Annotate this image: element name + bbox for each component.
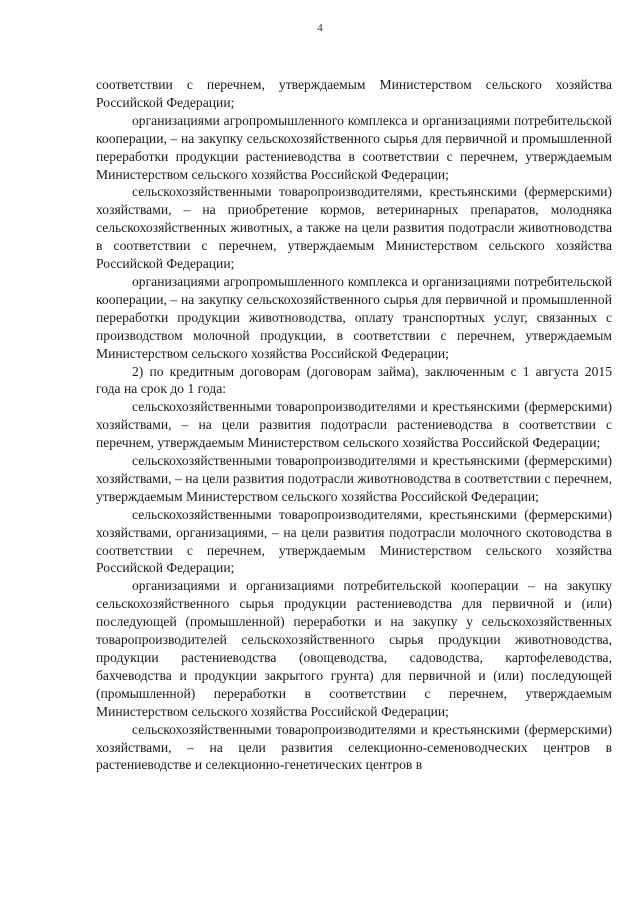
document-body [96,76,612,774]
paragraph: сельскохозяйственными товаропроизводителями, крестьянскими (фермерскими) хозяйствами, – на приобретение кормов, ветеринарных препаратов, молодняка сельскохозяйственных животных, а также на цели развития подотрасли животноводства в соответствии с перечнем, утверждаемым Министерством сельского хозяйства Российской Федерации; [96,184,612,272]
paragraph: сельскохозяйственными товаропроизводителями и крестьянскими (фермерскими) хозяйствами, – на цели развития подотрасли животноводства в соответствии с перечнем, утверждаемым Министерством сельского хозяйства Российской Федерации; [96,453,612,504]
paragraph: соответствии с перечнем, утверждаемым Министерством сельского хозяйства Российской Федерации; [96,77,612,110]
paragraph: сельскохозяйственными товаропроизводителями и крестьянскими (фермерскими) хозяйствами, – на цели развития подотрасли растениеводства в соответствии с перечнем, утверждаемым Министерством сельского хозяйства Российской Федерации; [96,399,612,451]
paragraph: 2) по кредитным договорам (договорам займа), заключенным с 1 августа 2015 года на срок до 1 года: [96,363,612,397]
paragraph: организациями агропромышленного комплекса и организациями потребительской кооперации, – на закупку сельскохозяйственного сырья для первичной и промышленной переработки продукции растениеводства в соответствии с перечнем, утверждаемым Министерством сельского хозяйства Российской Федерации; [96,112,612,182]
page-number: 4 [317,22,323,34]
paragraph: сельскохозяйственными товаропроизводителями, крестьянскими (фермерскими) хозяйствами, организациями, – на цели развития подотрасли молочного скотоводства в соответствии с перечнем, утверждаемым Министерством сельского хозяйства Российской Федерации; [96,506,612,576]
paragraph: организациями агропромышленного комплекса и организациями потребительской кооперации, – на закупку сельскохозяйственного сырья для первичной и промышленной переработки продукции животноводства, оплату транспортных услуг, связанных с производством молочной продукции, в соответствии с перечнем, утверждаемым Министерством сельского хозяйства Российской Федерации; [96,273,612,361]
paragraph: сельскохозяйственными товаропроизводителями и крестьянскими (фермерскими) хозяйствами, – на цели развития селекционно-семеноводческих центров в растениеводстве и селекционно-генетических центров в [96,721,612,773]
paragraph: организациями и организациями потребительской кооперации – на закупку сельскохозяйственного сырья продукции растениеводства для первичной и (или) последующей (промышленной) переработки и на закупку у сельскохозяйственных товаропроизводителей сельскохозяйственного сырья продукции животноводства, продукции растениеводства (овощеводства, садоводства, картофелеводства, бахчеводства и продукции закрытого грунта) для первичной и (или) последующей (промышленной) переработки в соответствии с перечнем, утверждаемым Министерством сельского хозяйства Российской Федерации; [96,578,612,719]
